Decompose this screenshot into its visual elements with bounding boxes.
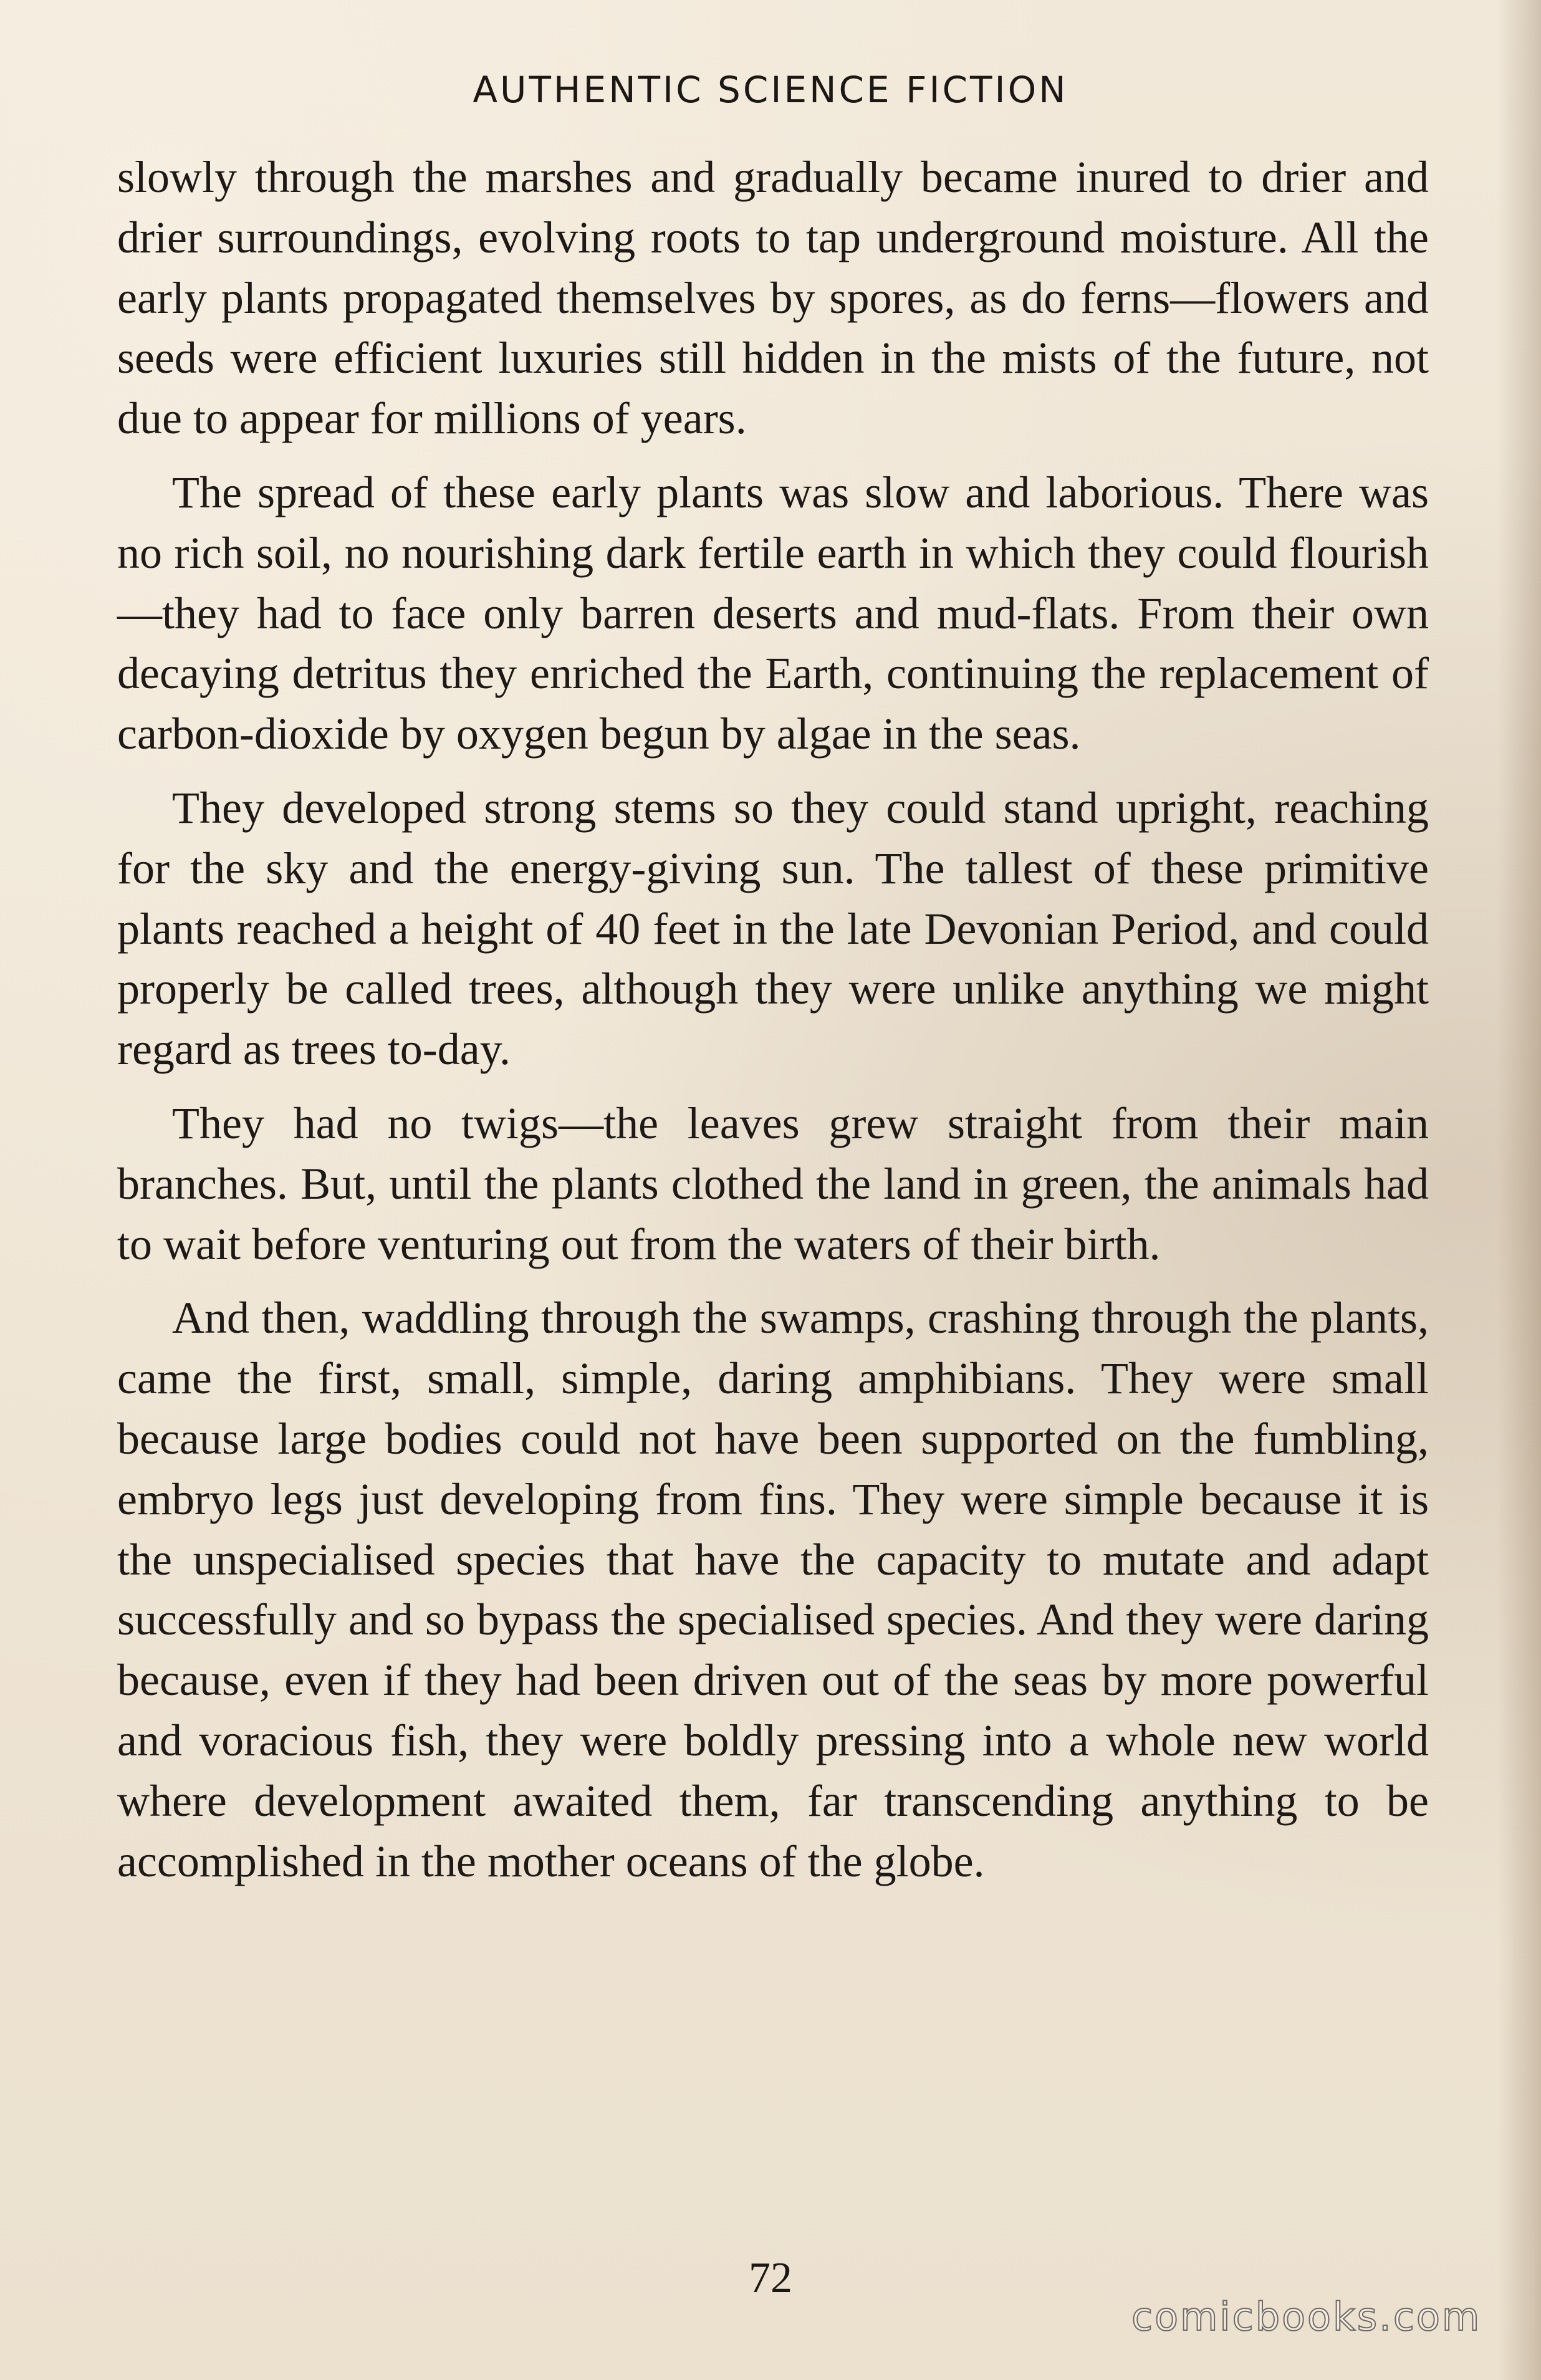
body-text — [117, 147, 1429, 1891]
paragraph-5: And then, waddling through the swamps, crashing through the plants, came the first, small, simple, daring amphibians. They were small because large bodies could not have been supported on the fumbling, embryo legs just developing from fins. They were simple because it is the unspecialised species that have the capacity to mutate and adapt successfully and so bypass the specialised species. And they were daring because, even if they had been driven out of the seas by more powerful and voracious fish, they were boldly pressing into a whole new world where development awaited them, far transcending anything to be accomplished in the mother oceans of the globe. — [117, 1293, 1429, 1886]
watermark-logo: comicbooks.com — [1131, 2294, 1482, 2339]
running-head: AUTHENTIC SCIENCE FICTION — [473, 69, 1068, 111]
paragraph-2: The spread of these early plants was slow and laborious. There was no rich soil, no nourishing dark fertile earth in which they could flourish—they had to face only barren deserts and mud-flats. From their own decaying detritus they enriched the Earth, continuing the replacement of carbon-dioxide by oxygen begun by algae in the seas. — [117, 467, 1429, 759]
paragraph-3: They developed strong stems so they could stand upright, reaching for the sky and the energy-giving sun. The tallest of these primitive plants reached a height of 40 feet in the late Devonian Period, and could properly be called trees, although they were unlike anything we might regard as trees to-day. — [117, 782, 1429, 1075]
paragraph-1: slowly through the marshes and gradually became inured to drier and drier surroundings, evolving roots to tap underground moisture. All the early plants propagated themselves by spores, as do ferns—flowers and seeds were efficient luxuries still hidden in the mists of the future, not due to appear for millions of years. — [117, 152, 1429, 444]
page-number: 72 — [749, 2254, 792, 2302]
page-edge-shadow — [1497, 0, 1541, 2380]
paragraph-4: They had no twigs—the leaves grew straight from their main branches. But, until the plants clothed the land in green, the animals had to wait before venturing out from the waters of their birth. — [117, 1098, 1429, 1269]
